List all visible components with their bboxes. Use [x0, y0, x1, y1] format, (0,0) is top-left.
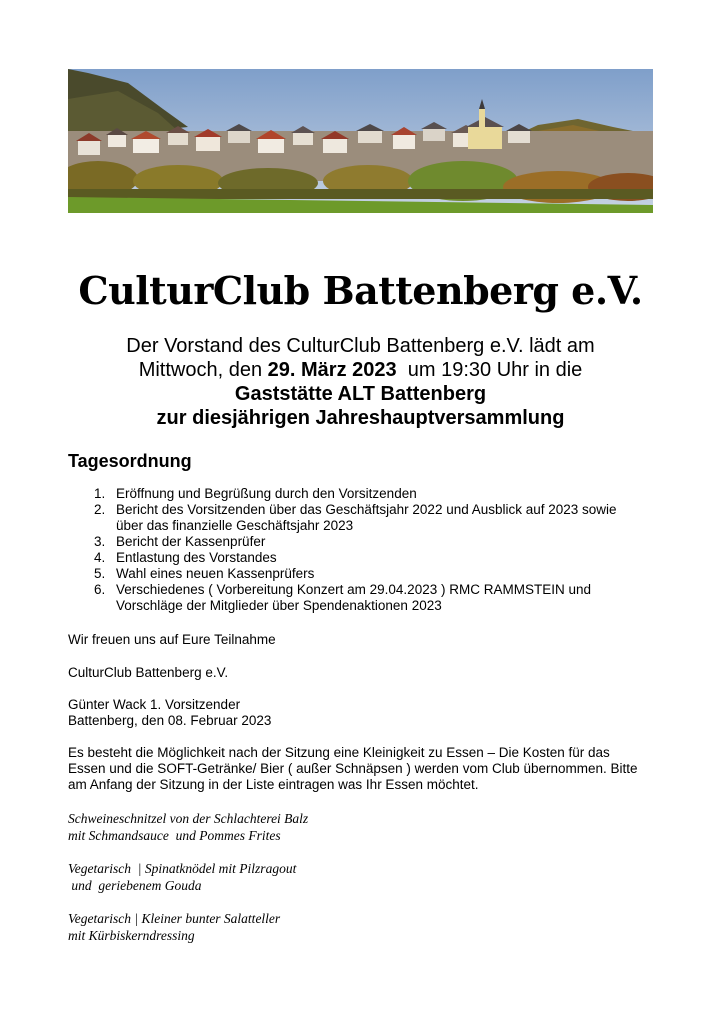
agenda-heading: Tagesordnung [68, 451, 192, 471]
agenda-item: 5. Wahl eines neuen Kassenprüfers [94, 566, 315, 581]
food-notice: Es besteht die Möglichkeit nach der Sitzung eine Kleinigkeit zu Essen – Die Kosten für das Essen und die SOFT-Getränke/ Bier ( außer Schnäpsen ) werden vom Club übernommen. Bitte am Anfang der Sitzung in der Liste eintragen was Ihr Essen möchtet. [68, 745, 638, 792]
menu-option: Vegetarisch | Kleiner bunter Salatteller mit Kürbiskerndressing [68, 911, 281, 943]
banner-photo [68, 69, 653, 213]
agenda-item: 1. Eröffnung und Begrüßung durch den Vorsitzenden [94, 486, 417, 501]
greeting-text: Wir freuen uns auf Eure Teilnahme [68, 632, 276, 647]
signer-name: Günter Wack 1. Vorsitzender [68, 697, 241, 712]
agenda-item: 3. Bericht der Kassenprüfer [94, 534, 266, 549]
intro-weekday: Mittwoch, den [138, 359, 268, 381]
menu-option: Vegetarisch | Spinatknödel mit Pilzragout und geriebenem Gouda [68, 861, 297, 893]
agenda-item: 6. Verschiedenes ( Vorbereitung Konzert am 29.04.2023 ) RMC RAMMSTEIN und Vorschläge der Mitglieder über Spendenaktionen 2023 [94, 582, 591, 613]
menu-option: Schweineschnitzel von der Schlachterei Balz mit Schmandsauce und Pommes Frites [68, 811, 309, 843]
agenda-list [94, 486, 634, 614]
meeting-time: um 19:30 Uhr in die [396, 359, 583, 381]
place-date: Battenberg, den 08. Februar 2023 [68, 713, 272, 728]
agenda-item: 4. Entlastung des Vorstandes [94, 550, 277, 565]
meeting-date: 29. März 2023 [267, 359, 397, 381]
agenda-item: 2. Bericht des Vorsitzenden über das Geschäftsjahr 2022 und Ausblick auf 2023 sowie über das finanzielle Geschäftsjahr 2023 [94, 502, 617, 533]
intro-line-1: Der Vorstand des CulturClub Battenberg e.V. lädt am [126, 335, 595, 357]
club-name: CulturClub Battenberg e.V. [68, 665, 229, 680]
page-title: CulturClub Battenberg e.V. [78, 268, 643, 313]
invitation-intro [60, 334, 661, 430]
meeting-location: Gaststätte ALT Battenberg [234, 383, 487, 405]
meeting-purpose: zur diesjährigen Jahreshauptversammlung [156, 407, 565, 429]
intro-line-2 [60, 358, 661, 382]
